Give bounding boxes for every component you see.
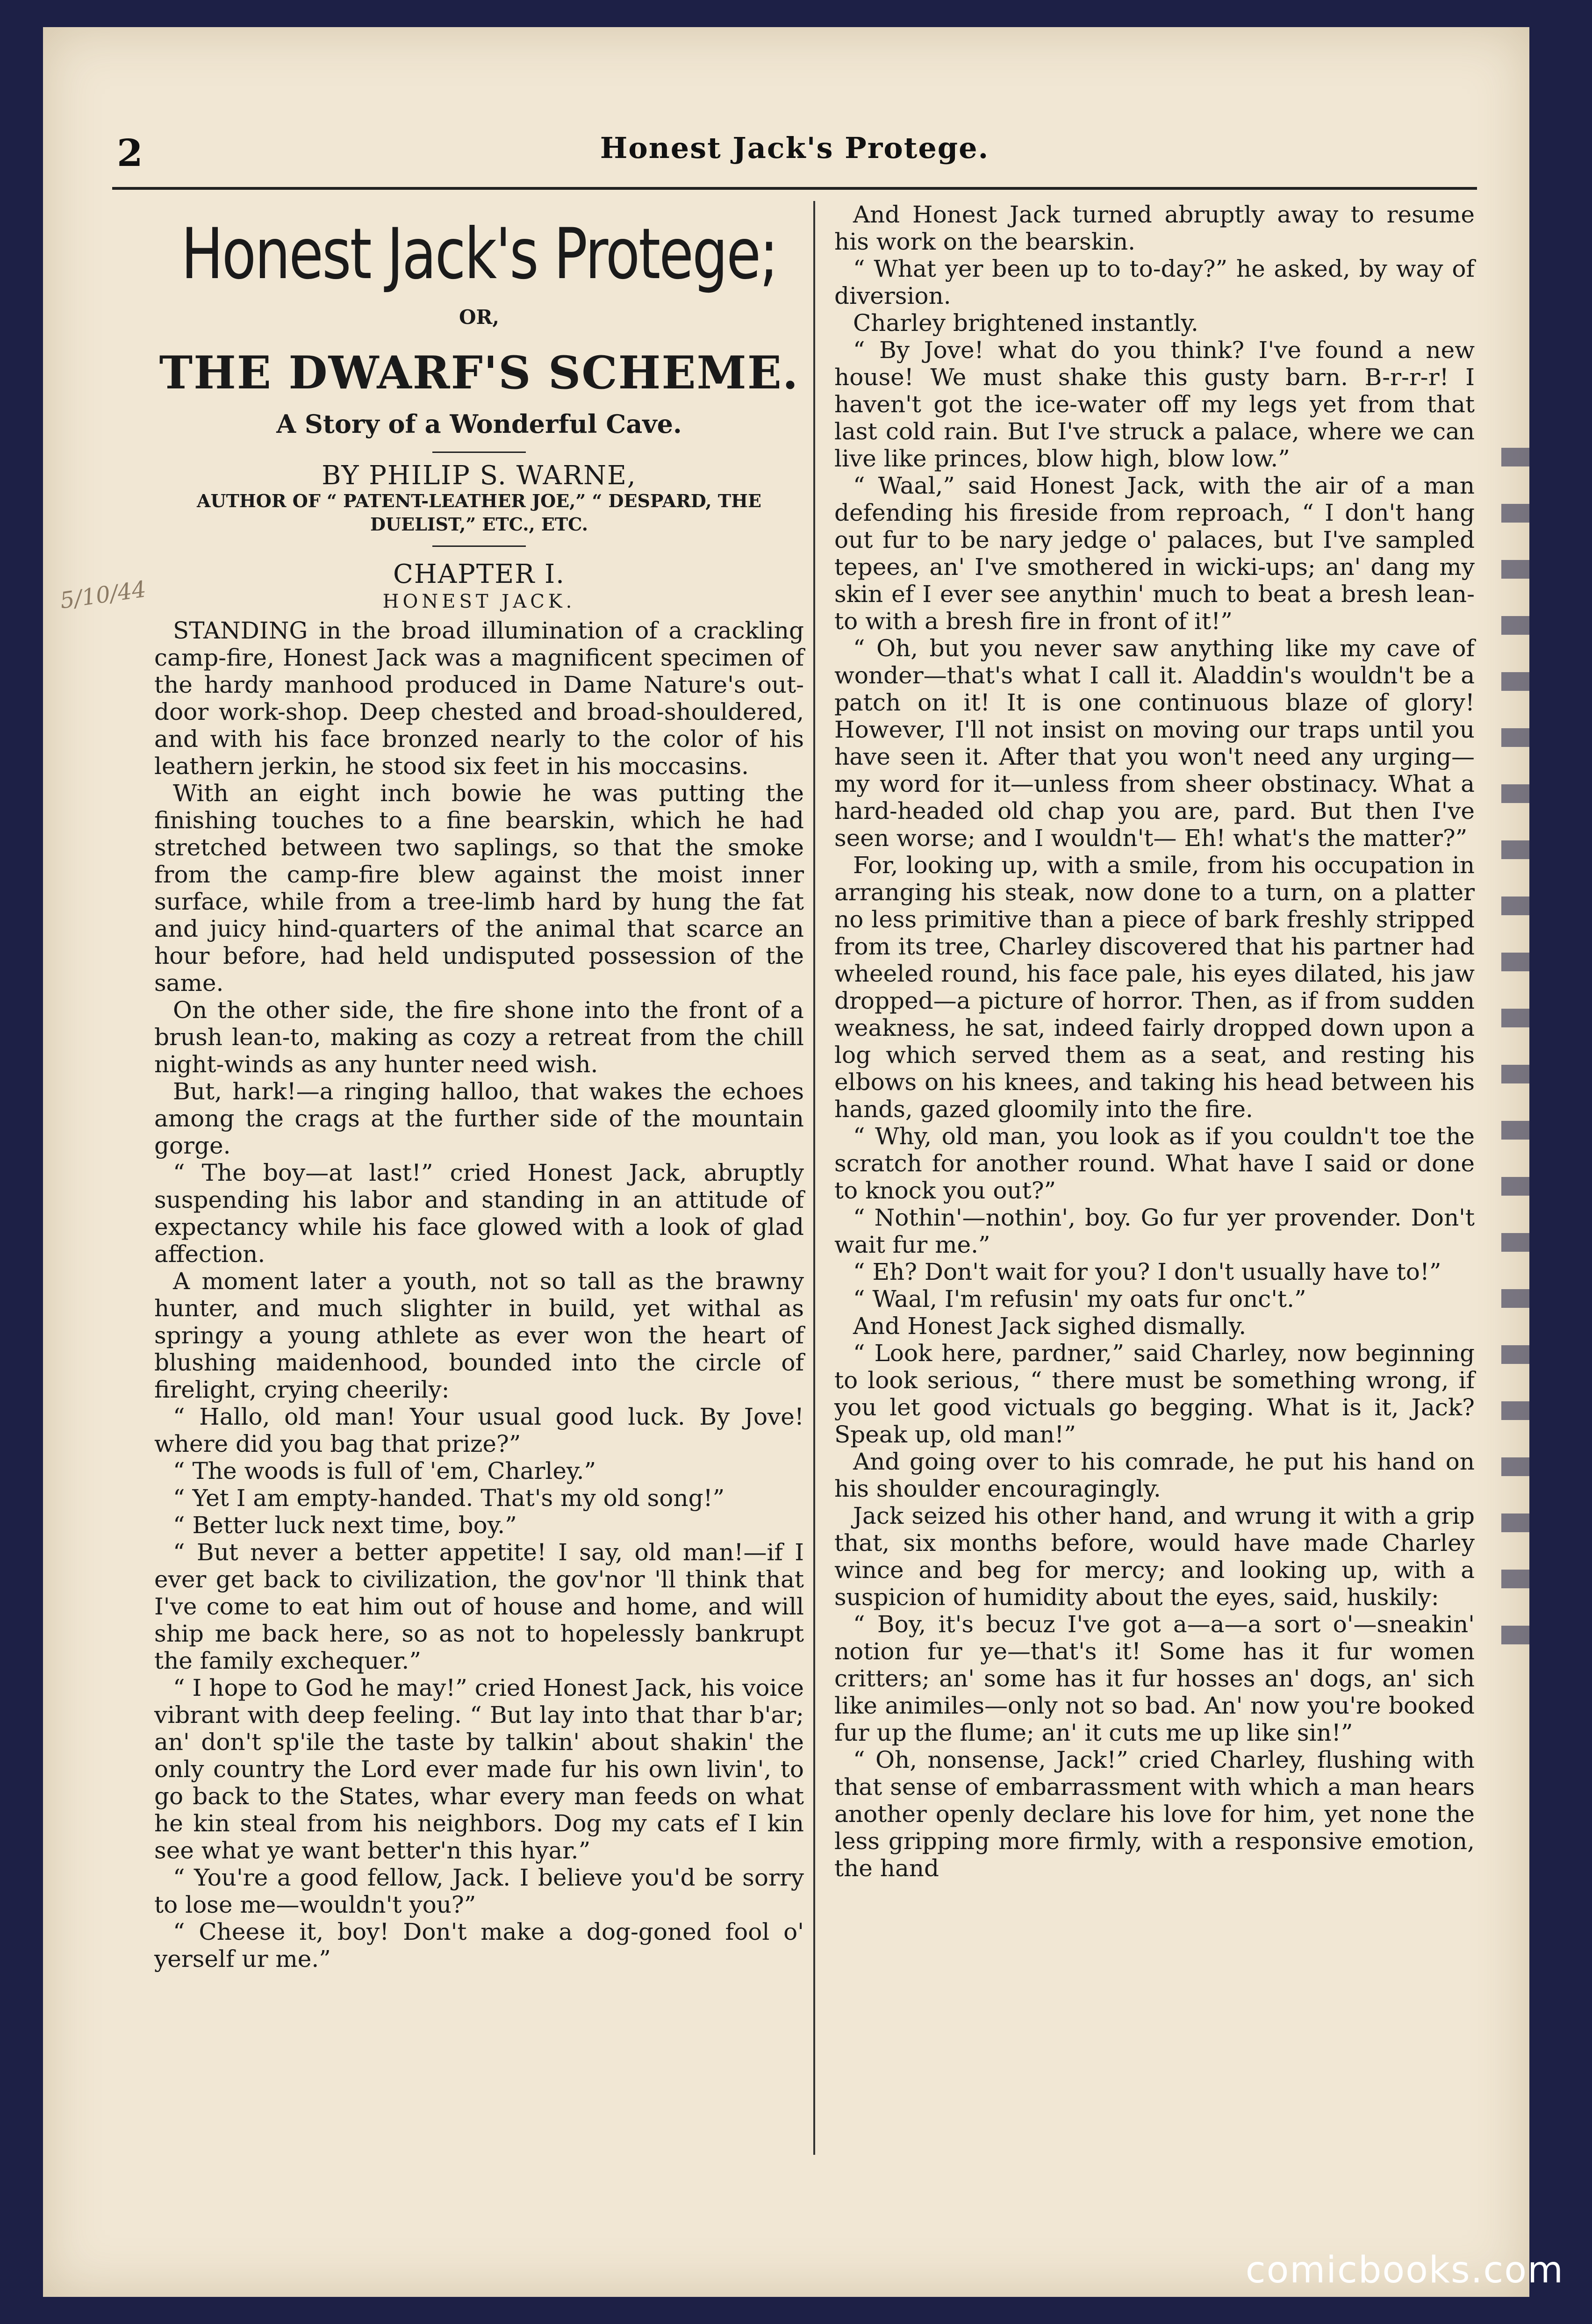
paragraph: “ I hope to God he may!” cried Honest Jack, his voice vibrant with deep feeling. “ But lay into that thar b'ar; an' don't sp'ile the taste by talkin' about shakin' the only country the Lord ever made fur his own livin', to go back to the States, whar every man feeds on what he kin steal from his neighbors. Dog my cats ef I kin see what ye want better'n this hyar.”	[154, 1674, 804, 1864]
paragraph: With an eight inch bowie he was putting the finishing touches to a fine bearskin, which he had stretched between two saplings, so that the smoke from the camp-fire blew against the moist inner surface, while from a tree-limb hard by hung the fat and juicy hind-quarters of the animal that scarce an hour before, had held undisputed possession of the same.	[154, 780, 804, 997]
paragraph: “ Boy, it's becuz I've got a—a—a sort o'—sneakin' notion fur ye—that's it! Some has it fur women critters; an' some has it fur hosses an' dogs, an' sich like animiles—only not so bad. An' now you're booked fur up the flume; an' it cuts me up like sin!”	[834, 1611, 1475, 1746]
paragraph: “ Waal, I'm refusin' my oats fur onc't.”	[853, 1285, 1306, 1313]
left-paragraphs	[154, 617, 804, 1973]
right-column	[834, 201, 1475, 1882]
handwritten-date: 5/10/44	[58, 576, 148, 614]
paragraph: Charley brightened instantly.	[853, 309, 1198, 337]
title-rule	[432, 452, 526, 453]
paragraph: Jack seized his other hand, and wrung it with a grip that, six months before, would have made Charley wince and beg for mercy; and looking up, with a suspicion of humidity about the eyes, said, huskily:	[834, 1502, 1475, 1611]
paragraph: “ The boy—at last!” cried Honest Jack, abruptly suspending his labor and standing in an attitude of expectancy while his face glowed with a look of glad affection.	[154, 1159, 804, 1268]
paragraph: “ Oh, but you never saw anything like my cave of wonder—that's what I call it. Aladdin's wouldn't be a patch on it! It is one continuous blaze of glory! However, I'll not insist on moving our traps until you have seen it. After that you won't need any urging—my word for it—unless from sheer obstinacy. What a hard-headed old chap you are, pard. But then I've seen worse; and I wouldn't— Eh! what's the matter?”	[834, 635, 1475, 852]
paragraph: “ By Jove! what do you think? I've found a new house! We must shake this gusty barn. B-r-r-r! I haven't got the ice-water off my legs yet from that last cold rain. But I've struck a palace, where we can live like princes, blow high, blow low.”	[834, 337, 1475, 472]
paragraph: “ Hallo, old man! Your usual good luck. By Jove! where did you bag that prize?”	[154, 1403, 804, 1457]
paragraph: “ Why, old man, you look as if you couldn't toe the scratch for another round. What have I said or done to knock you out?”	[834, 1123, 1475, 1204]
paragraph: But, hark!—a ringing halloo, that wakes the echoes among the crags at the further side of the mountain gorge.	[154, 1078, 804, 1159]
running-title: Honest Jack's Protege.	[600, 131, 990, 165]
title-or: OR,	[459, 306, 500, 329]
paragraph: STANDING in the broad illumination of a crackling camp-fire, Honest Jack was a magnificent specimen of the hardy manhood produced in Dame Nature's out-door work-shop. Deep chested and broad-shouldered, and with his face bronzed nearly to the color of his leathern jerkin, he stood six feet in his moccasins.	[154, 617, 804, 780]
story-tagline: A Story of a Wonderful Cave.	[276, 409, 682, 439]
paragraph: “ Cheese it, boy! Don't make a dog-goned fool o' yerself ur me.”	[154, 1918, 804, 1973]
paragraph: “ But never a better appetite! I say, old man!—if I ever get back to civilization, the gov'nor 'll think that I've come to eat him out of house and home, and will ship me back here, so as not to hopelessly bankrupt the family exchequer.”	[154, 1539, 804, 1674]
left-column	[154, 201, 804, 1973]
paragraph: “ Nothin'—nothin', boy. Go fur yer provender. Don't wait fur me.”	[834, 1204, 1475, 1258]
paragraph: On the other side, the fire shone into the front of a brush lean-to, making as cozy a retreat from the chill night-winds as any hunter need wish.	[154, 997, 804, 1078]
page-number: 2	[117, 131, 143, 175]
paragraph: “ What yer been up to to-day?” he asked, by way of diversion.	[834, 255, 1475, 309]
torn-edge	[1501, 448, 1529, 1663]
watermark: comicbooks.com	[1245, 2249, 1564, 2291]
header-rule	[112, 187, 1477, 190]
author-credits: AUTHOR OF “ PATENT-LEATHER JOE,” “ DESPARD, THE DUELIST,” ETC., ETC.	[197, 490, 761, 535]
column-rule	[813, 201, 815, 2155]
paragraph: “ Yet I am empty-handed. That's my old song!”	[173, 1485, 725, 1512]
paragraph: “ Eh? Don't wait for you? I don't usually have to!”	[853, 1258, 1441, 1285]
paragraph: “ Waal,” said Honest Jack, with the air of a man defending his fireside from reproach, “ I don't hang out fur to be nary jedge o' palaces, but I've sampled tepees, an' I've smothered in wicki-ups; an' dang my skin ef I ever see anythin' much to beat a bresh lean-to with a bresh fire in front of it!”	[834, 472, 1475, 635]
right-paragraphs	[834, 201, 1475, 1882]
paragraph: For, looking up, with a smile, from his occupation in arranging his steak, now done to a turn, on a platter no less primitive than a piece of bark freshly stripped from its tree, Charley discovered that his partner had wheeled round, his face pale, his eyes dilated, his jaw dropped—a picture of horror. Then, as if from sudden weakness, he sat, indeed fairly dropped down upon a log which served them as a seat, and resting his elbows on his knees, and taking his head between his hands, gazed gloomily into the fire.	[834, 852, 1475, 1123]
chapter-title: HONEST JACK.	[382, 591, 576, 612]
byline: BY PHILIP S. WARNE,	[322, 460, 637, 491]
story-title: Honest Jack's Protege;	[181, 214, 777, 295]
running-head	[117, 131, 1472, 182]
paragraph: “ Oh, nonsense, Jack!” cried Charley, flushing with that sense of embarrassment with which a man hears another openly declare his love for him, yet none the less gripping more firmly, with a responsive emotion, the hand	[834, 1746, 1475, 1882]
chapter-number: CHAPTER I.	[393, 559, 565, 589]
paragraph: And Honest Jack sighed dismally.	[853, 1313, 1247, 1340]
paragraph: “ You're a good fellow, Jack. I believe you'd be sorry to lose me—wouldn't you?”	[154, 1864, 804, 1918]
paragraph: And Honest Jack turned abruptly away to resume his work on the bearskin.	[834, 201, 1475, 255]
paragraph: “ Look here, pardner,” said Charley, now beginning to look serious, “ there must be something wrong, if you let good victuals go begging. What is it, Jack? Speak up, old man!”	[834, 1340, 1475, 1448]
paragraph: And going over to his comrade, he put his hand on his shoulder encouragingly.	[834, 1448, 1475, 1502]
story-subtitle: THE DWARF'S SCHEME.	[159, 346, 799, 399]
paragraph: “ Better luck next time, boy.”	[173, 1512, 517, 1539]
paragraph: “ The woods is full of 'em, Charley.”	[173, 1457, 596, 1485]
paragraph: A moment later a youth, not so tall as the brawny hunter, and much slighter in build, yet withal as springy a young athlete as ever won the heart of blushing maidenhood, bounded into the circle of firelight, crying cheerily:	[154, 1268, 804, 1403]
chapter-rule	[432, 545, 526, 547]
